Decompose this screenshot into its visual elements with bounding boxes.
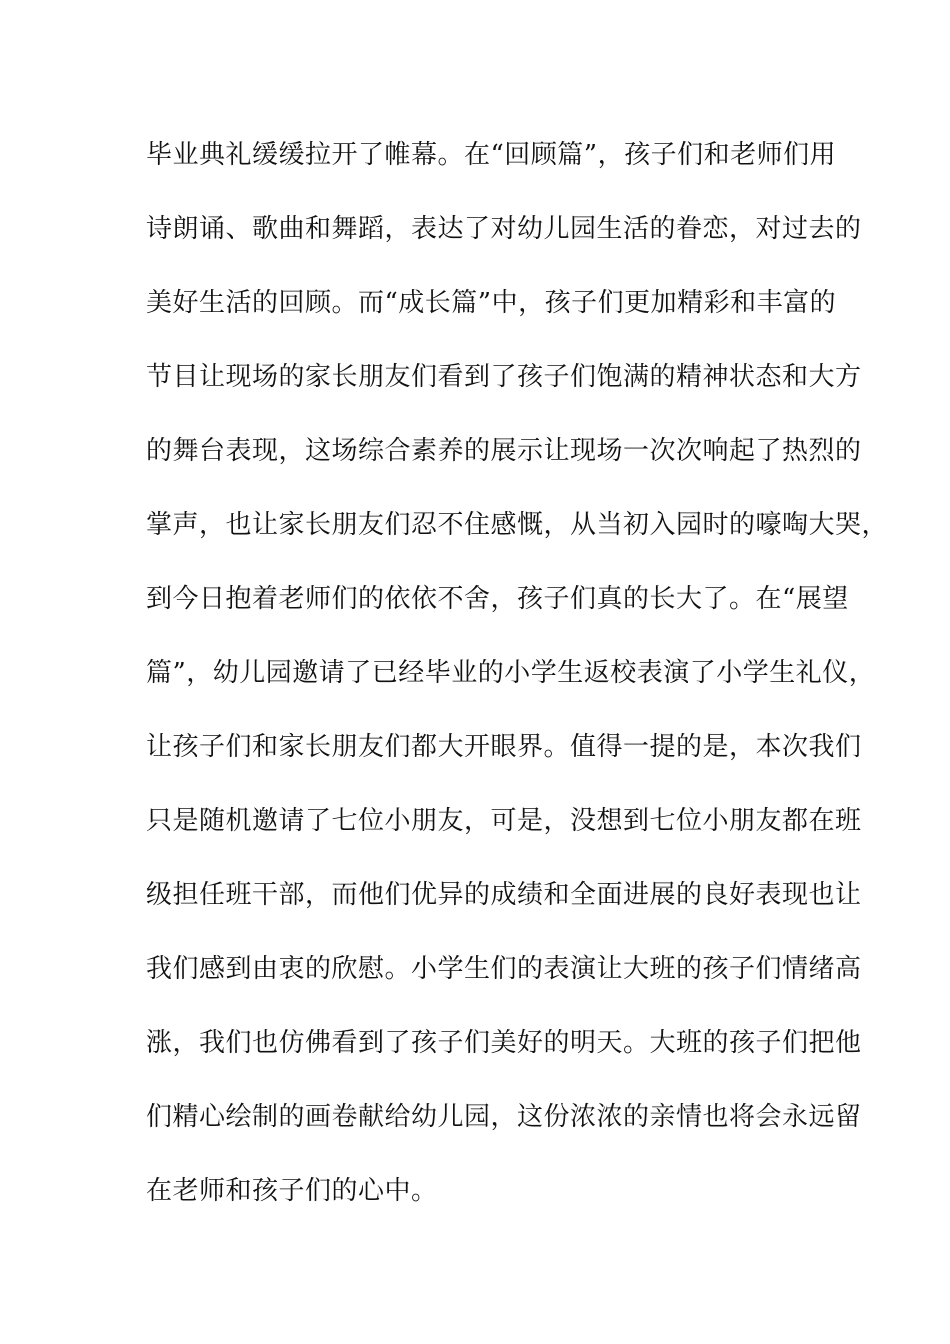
text-line: 篇”，幼儿园邀请了已经毕业的小学生返校表演了小学生礼仪， (146, 658, 876, 688)
text-line: 我们感到由衷的欣慰。小学生们的表演让大班的孩子们情绪高 (146, 954, 862, 984)
text-line: 美好生活的回顾。而“成长篇”中，孩子们更加精彩和丰富的 (146, 288, 837, 318)
text-line: 级担任班干部，而他们优异的成绩和全面进展的良好表现也让 (146, 880, 862, 910)
text-line: 诗朗诵、歌曲和舞蹈，表达了对幼儿园生活的眷恋，对过去的 (146, 214, 862, 244)
text-line: 的舞台表现，这场综合素养的展示让现场一次次响起了热烈的 (146, 436, 862, 466)
text-line: 到今日抱着老师们的依依不舍，孩子们真的长大了。在“展望 (146, 584, 849, 614)
text-line: 节目让现场的家长朋友们看到了孩子们饱满的精神状态和大方 (146, 362, 862, 392)
body-paragraph (146, 132, 889, 1242)
text-line: 掌声，也让家长朋友们忍不住感慨，从当初入园时的嚎啕大哭， (146, 510, 889, 540)
text-line: 涨，我们也仿佛看到了孩子们美好的明天。大班的孩子们把他 (146, 1028, 862, 1058)
text-line: 让孩子们和家长朋友们都大开眼界。值得一提的是，本次我们 (146, 732, 862, 762)
text-line: 毕业典礼缓缓拉开了帷幕。在“回顾篇”，孩子们和老师们用 (146, 140, 837, 170)
text-line: 们精心绘制的画卷献给幼儿园，这份浓浓的亲情也将会永远留 (146, 1102, 862, 1132)
text-line: 只是随机邀请了七位小朋友，可是，没想到七位小朋友都在班 (146, 806, 862, 836)
text-line: 在老师和孩子们的心中。 (146, 1176, 438, 1206)
